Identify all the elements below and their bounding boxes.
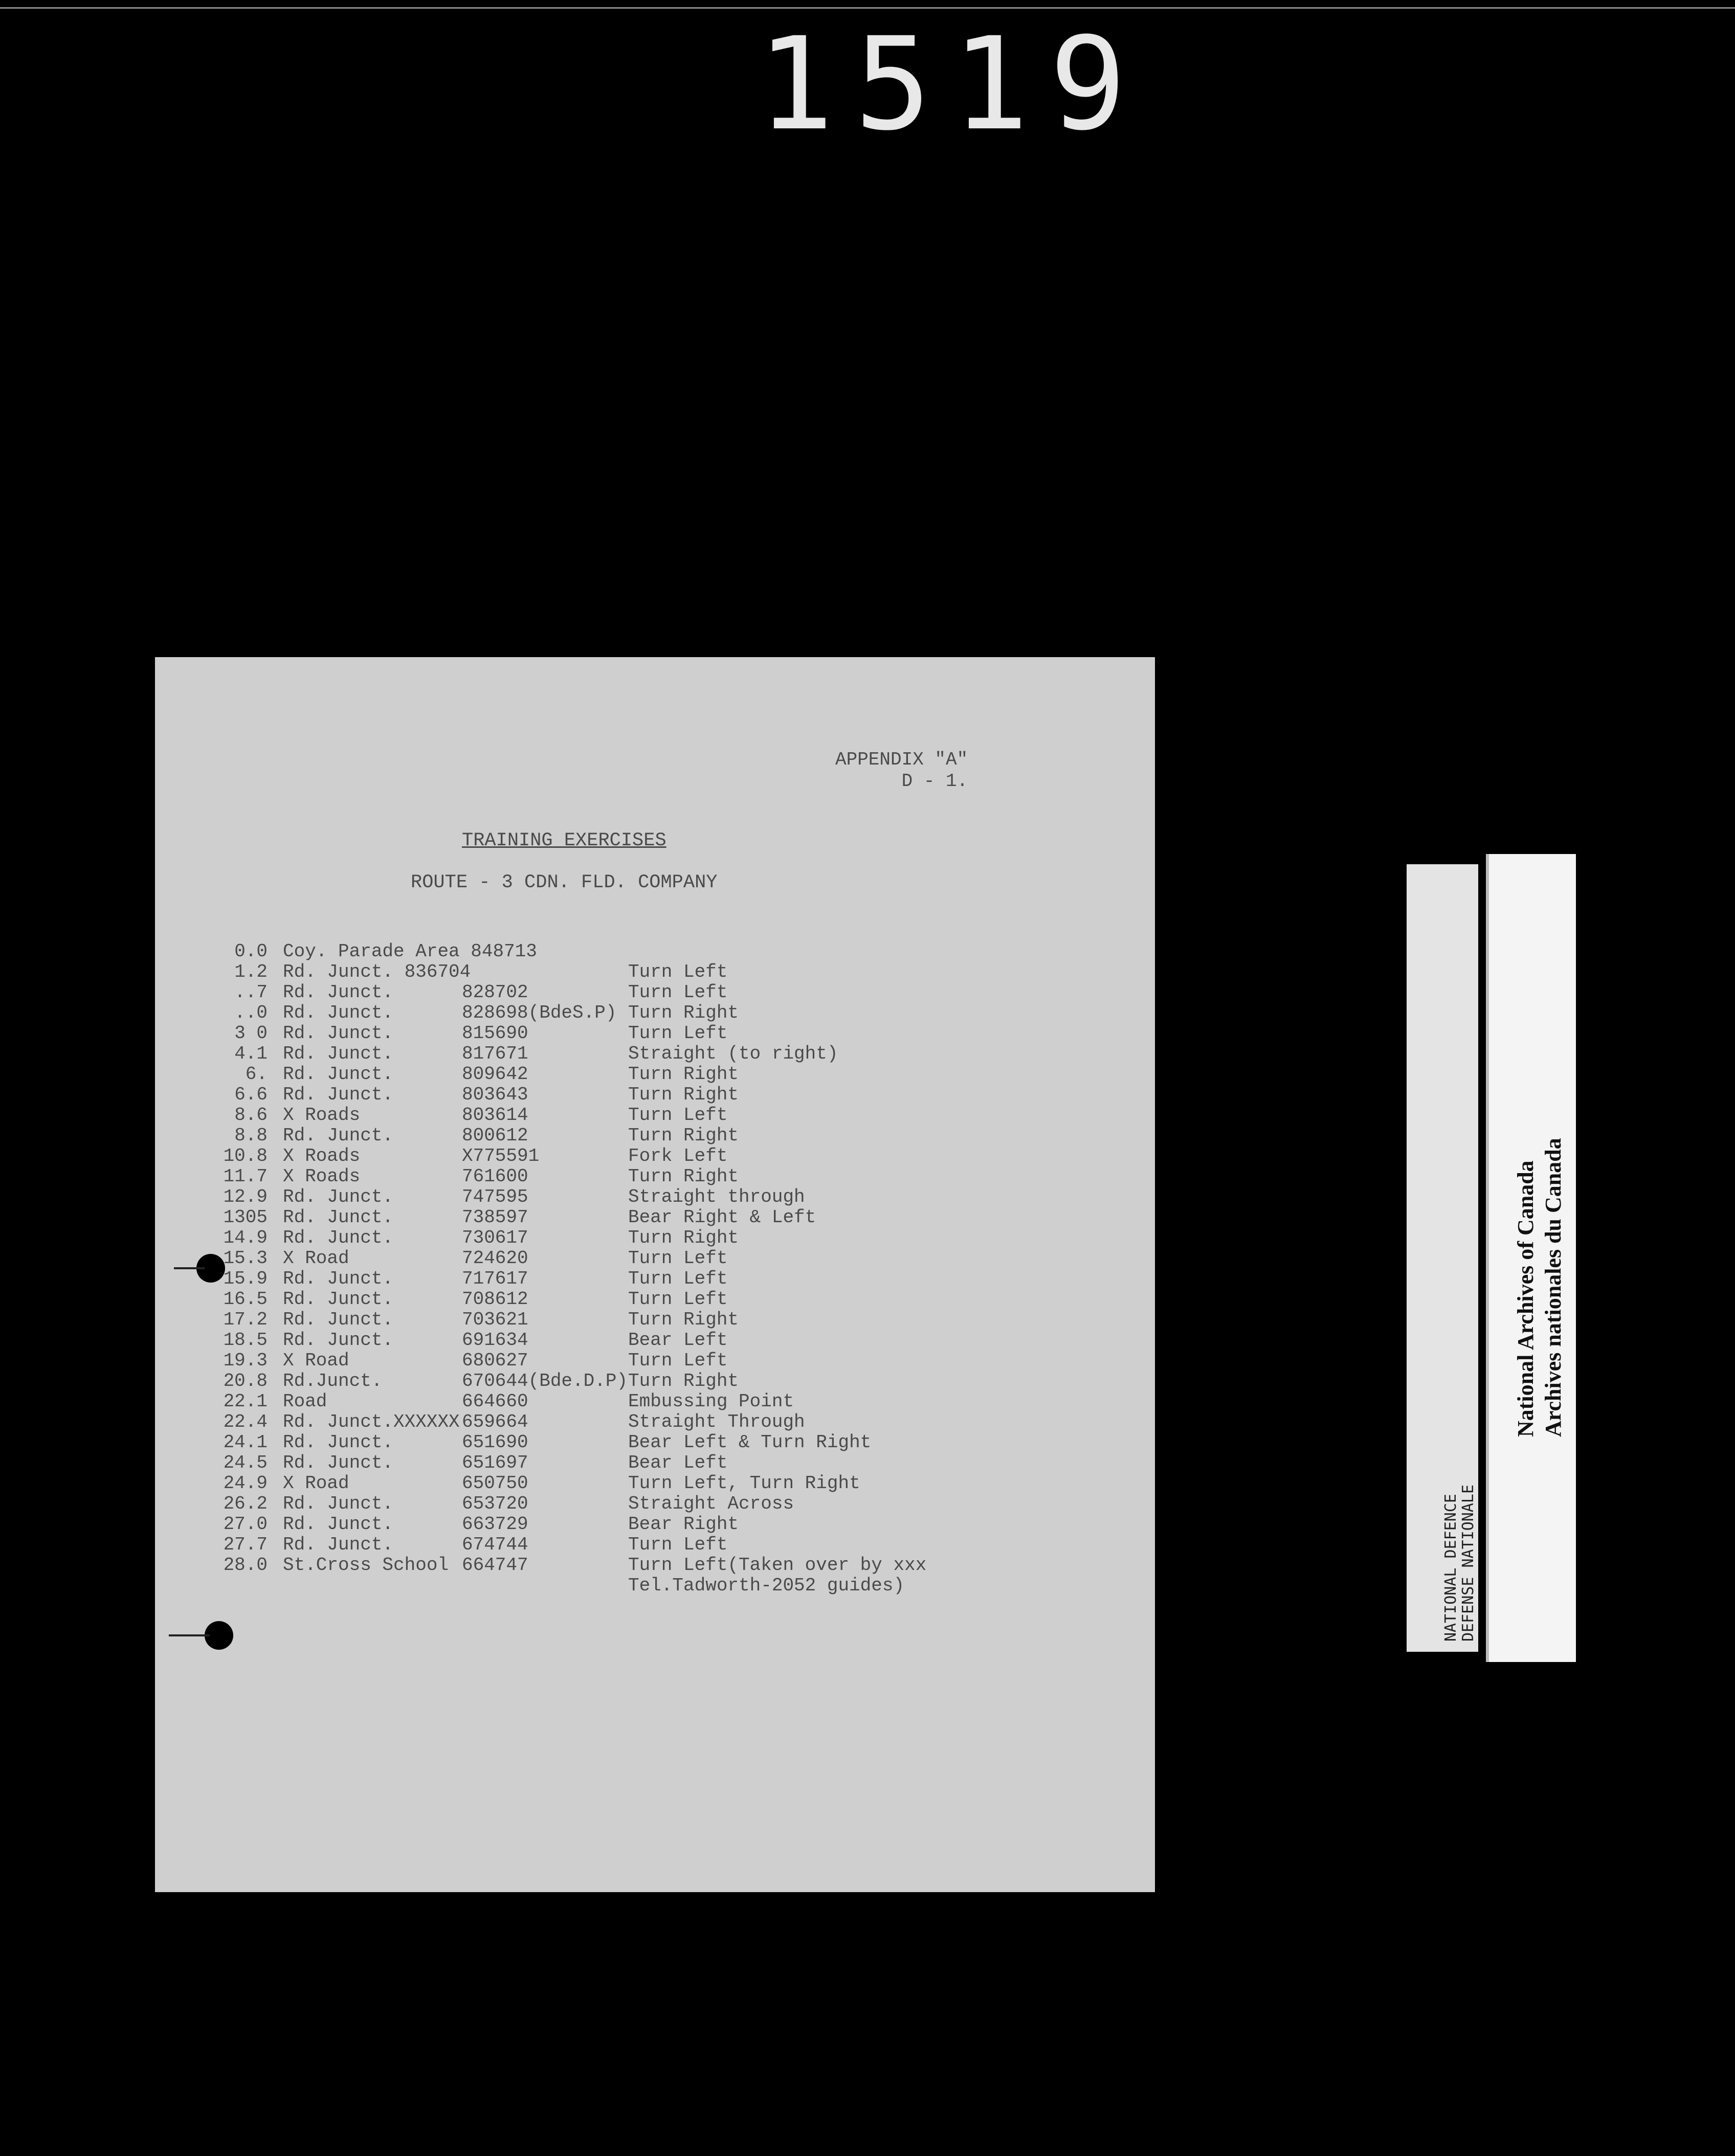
route-direction: Straight Across <box>628 1493 794 1514</box>
route-map-reference: 803643 <box>462 1084 528 1105</box>
route-location: Rd.Junct. <box>283 1371 383 1391</box>
route-direction: Straight Through <box>628 1411 805 1432</box>
route-distance: 27.7 <box>223 1534 268 1555</box>
route-location: Rd. Junct. <box>283 1330 394 1351</box>
route-location: Rd. Junct. <box>283 1043 394 1064</box>
route-direction: Turn Left <box>628 1289 728 1310</box>
route-direction: Bear Left & Turn Right <box>628 1432 872 1453</box>
route-distance: 15.9 <box>223 1268 268 1289</box>
route-map-reference: 800612 <box>462 1125 528 1146</box>
route-direction: Embussing Point <box>628 1391 794 1412</box>
top-border-line <box>0 7 1735 9</box>
route-location: X Roads <box>283 1166 361 1187</box>
route-distance: 18.5 <box>223 1330 268 1351</box>
archives-name-english: National Archives of Canada <box>1513 1160 1538 1437</box>
route-location: Rd. Junct. <box>283 1309 394 1330</box>
route-direction: Turn Right <box>628 1002 739 1023</box>
route-location: Rd. Junct. <box>283 1268 394 1289</box>
route-map-reference: 815690 <box>462 1023 528 1044</box>
route-location: Rd. Junct. <box>283 1514 394 1535</box>
route-direction: Fork Left <box>628 1146 728 1166</box>
route-distance: 17.2 <box>223 1309 268 1330</box>
route-direction: Turn Left <box>628 982 728 1003</box>
document-page <box>155 657 1155 1892</box>
route-location: Road <box>283 1391 327 1412</box>
route-location: X Roads <box>283 1146 361 1166</box>
route-map-reference: 650750 <box>462 1473 528 1494</box>
route-distance: 24.5 <box>223 1452 268 1473</box>
route-location: Rd. Junct. <box>283 1493 394 1514</box>
route-map-reference: 747595 <box>462 1186 528 1207</box>
route-distance: 24.9 <box>223 1473 268 1494</box>
route-direction: Turn Right <box>628 1084 739 1105</box>
route-direction: Bear Right & Left <box>628 1207 816 1228</box>
route-distance: 8.8 <box>234 1125 268 1146</box>
document-title: TRAINING EXERCISES <box>462 830 666 851</box>
route-location: Rd. Junct. <box>283 1186 394 1207</box>
route-location: Rd. Junct. 836704 <box>283 961 471 982</box>
route-direction: Turn Right <box>628 1166 739 1187</box>
route-distance: 1.2 <box>234 961 268 982</box>
route-location: X Roads <box>283 1105 361 1126</box>
route-direction: Straight (to right) <box>628 1043 838 1064</box>
route-location: Rd. Junct. <box>283 1064 394 1085</box>
route-distance: 26.2 <box>223 1493 268 1514</box>
route-map-reference: 738597 <box>462 1207 528 1228</box>
route-map-reference: 817671 <box>462 1043 528 1064</box>
route-location: Rd. Junct. <box>283 1432 394 1453</box>
archives-label <box>1486 854 1576 1662</box>
route-location: Rd. Junct. <box>283 1023 394 1044</box>
route-location: Rd. Junct. <box>283 1452 394 1473</box>
route-distance: 0.0 <box>234 941 268 962</box>
route-map-reference: 809642 <box>462 1064 528 1085</box>
route-map-reference: 653720 <box>462 1493 528 1514</box>
route-direction: Turn Right <box>628 1309 739 1330</box>
route-direction: Tel.Tadworth-2052 guides) <box>628 1575 905 1596</box>
punch-mark <box>169 1634 210 1636</box>
route-distance: 3 0 <box>234 1023 268 1044</box>
route-distance: 1305 <box>223 1207 268 1228</box>
route-distance: 28.0 <box>223 1555 268 1576</box>
route-location: Rd. Junct. <box>283 1534 394 1555</box>
route-direction: Turn Right <box>628 1064 739 1085</box>
route-location: Rd. Junct. <box>283 1084 394 1105</box>
route-direction: Turn Left <box>628 1023 728 1044</box>
route-direction: Turn Left <box>628 1534 728 1555</box>
route-direction: Turn Left(Taken over by xxx <box>628 1555 927 1576</box>
route-distance: 14.9 <box>223 1227 268 1248</box>
route-map-reference: 730617 <box>462 1227 528 1248</box>
route-location: Rd. Junct.XXXXXX <box>283 1411 460 1432</box>
route-direction: Turn Left <box>628 1105 728 1126</box>
route-direction: Turn Left <box>628 1350 728 1371</box>
route-location: Rd. Junct. <box>283 1125 394 1146</box>
route-distance: 22.4 <box>223 1411 268 1432</box>
document-subtitle: ROUTE - 3 CDN. FLD. COMPANY <box>411 872 718 893</box>
route-location: Coy. Parade Area 848713 <box>283 941 537 962</box>
route-direction: Turn Left <box>628 961 728 982</box>
route-direction: Bear Left <box>628 1330 728 1351</box>
route-direction: Turn Right <box>628 1125 739 1146</box>
route-direction: Turn Left, Turn Right <box>628 1473 860 1494</box>
page-reference: D - 1. <box>901 771 968 792</box>
route-distance: 24.1 <box>223 1432 268 1453</box>
route-direction: Turn Right <box>628 1227 739 1248</box>
route-map-reference: 663729 <box>462 1514 528 1535</box>
route-map-reference: 717617 <box>462 1268 528 1289</box>
route-distance: ..0 <box>234 1002 268 1023</box>
route-location: X Road <box>283 1248 349 1269</box>
route-map-reference: 724620 <box>462 1248 528 1269</box>
appendix-label: APPENDIX "A" <box>835 749 968 770</box>
route-distance: 22.1 <box>223 1391 268 1412</box>
route-direction: Turn Right <box>628 1371 739 1391</box>
route-map-reference: 803614 <box>462 1105 528 1126</box>
route-map-reference: 651697 <box>462 1452 528 1473</box>
route-map-reference: 828702 <box>462 982 528 1003</box>
department-text: NATIONAL DEFENCE DEFENSE NATIONALE <box>1442 1484 1477 1642</box>
route-distance: 6. <box>245 1064 268 1085</box>
route-location: Rd. Junct. <box>283 1207 394 1228</box>
route-location: Rd. Junct. <box>283 982 394 1003</box>
route-location: Rd. Junct. <box>283 1002 394 1023</box>
route-distance: 12.9 <box>223 1186 268 1207</box>
route-direction: Turn Left <box>628 1248 728 1269</box>
punch-mark <box>174 1267 205 1269</box>
route-location: Rd. Junct. <box>283 1289 394 1310</box>
route-direction: Straight through <box>628 1186 805 1207</box>
route-distance: 8.6 <box>234 1105 268 1126</box>
route-location: St.Cross School <box>283 1555 449 1576</box>
route-map-reference: 670644(Bde.D.P) <box>462 1371 628 1391</box>
route-map-reference: 664660 <box>462 1391 528 1412</box>
route-distance: 15.3 <box>223 1248 268 1269</box>
route-distance: 11.7 <box>223 1166 268 1187</box>
route-distance: 10.8 <box>223 1146 268 1166</box>
frame-number: 1519 <box>757 10 1147 159</box>
route-map-reference: 659664 <box>462 1411 528 1432</box>
route-map-reference: 708612 <box>462 1289 528 1310</box>
route-distance: 4.1 <box>234 1043 268 1064</box>
route-direction: Bear Right <box>628 1514 739 1535</box>
route-map-reference: 674744 <box>462 1534 528 1555</box>
archives-name-french: Archives nationales du Canada <box>1541 1138 1566 1437</box>
route-distance: 20.8 <box>223 1371 268 1391</box>
route-map-reference: 651690 <box>462 1432 528 1453</box>
route-location: X Road <box>283 1473 349 1494</box>
route-direction: Bear Left <box>628 1452 728 1473</box>
archive-reference-strip <box>1407 864 1478 1652</box>
route-map-reference: 828698(BdeS.P) <box>462 1002 617 1023</box>
route-map-reference: 703621 <box>462 1309 528 1330</box>
route-location: X Road <box>283 1350 349 1371</box>
route-map-reference: X775591 <box>462 1146 540 1166</box>
route-distance: 19.3 <box>223 1350 268 1371</box>
route-location: Rd. Junct. <box>283 1227 394 1248</box>
route-map-reference: 691634 <box>462 1330 528 1351</box>
appendix-heading <box>835 749 968 792</box>
route-distance: ..7 <box>234 982 268 1003</box>
route-distance: 6.6 <box>234 1084 268 1105</box>
route-map-reference: 664747 <box>462 1555 528 1576</box>
route-map-reference: 680627 <box>462 1350 528 1371</box>
route-map-reference: 761600 <box>462 1166 528 1187</box>
route-distance: 27.0 <box>223 1514 268 1535</box>
route-distance: 16.5 <box>223 1289 268 1310</box>
route-direction: Turn Left <box>628 1268 728 1289</box>
